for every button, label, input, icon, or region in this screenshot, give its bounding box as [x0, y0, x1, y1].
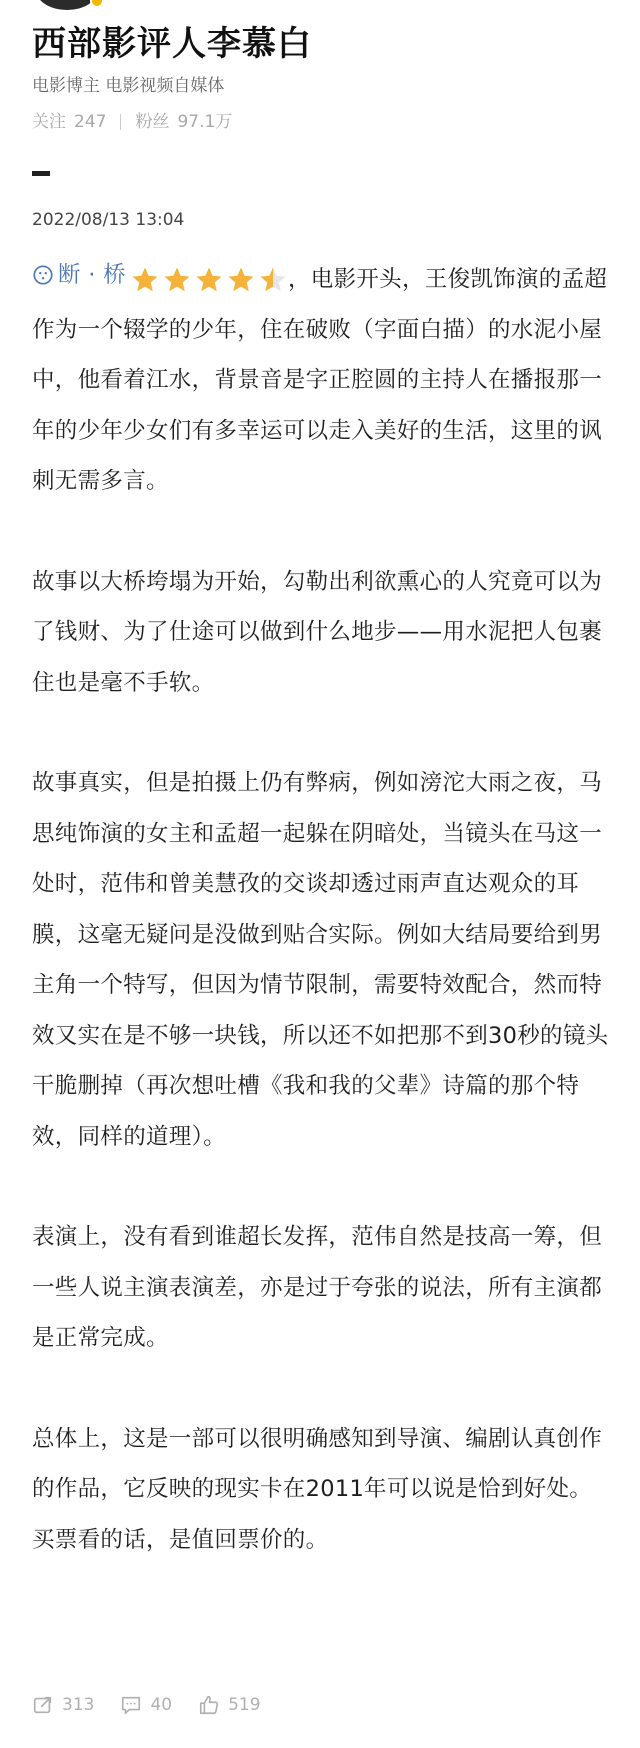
like-button[interactable] [198, 1694, 260, 1716]
followers-stat[interactable] [135, 110, 232, 134]
following-stat[interactable] [32, 110, 106, 134]
mention-link[interactable] [32, 250, 126, 301]
like-icon [198, 1694, 220, 1716]
avatar[interactable] [36, 0, 98, 10]
star-icon [162, 265, 192, 295]
post-paragraph: 故事以大桥垮塌为开始，勾勒出利欲熏心的人究竟可以为了钱财、为了仕途可以做到什么地步——用水泥把人包裹住也是毫不手软。 [32, 568, 603, 696]
comment-count: 40 [150, 1695, 173, 1715]
followers-count: 97.1万 [177, 112, 233, 132]
profile-stats [32, 110, 608, 134]
post-content [32, 250, 610, 1565]
post-timestamp: 2022/08/13 13:04 [32, 210, 185, 230]
star-icon [130, 265, 160, 295]
rating-stars [130, 265, 288, 295]
profile-tags: 电影博主 电影视频自媒体 [32, 76, 225, 96]
repost-icon [32, 1694, 54, 1716]
star-icon [226, 265, 256, 295]
star-icon [194, 265, 224, 295]
paragraph-text: ，电影开头，王俊凯饰演的孟超作为一个辍学的少年，住在破败（字面白描）的水泥小屋中，他看着江水，背景音是字正腔圆的主持人在播报那一年的少年少女们有多幸运可以走入美好的生活，这里的讽刺无需多言。 [32, 266, 608, 495]
comment-button[interactable] [120, 1694, 172, 1716]
section-divider [32, 171, 50, 176]
mention-text: 断 · 桥 [58, 262, 126, 288]
star-icon [258, 265, 288, 295]
following-count: 247 [74, 112, 107, 132]
like-count: 519 [228, 1695, 261, 1715]
comment-icon [120, 1694, 142, 1716]
stats-divider [120, 114, 121, 130]
following-label: 关注 [32, 112, 66, 132]
post-paragraph: 故事真实，但是拍摄上仍有弊病，例如滂沱大雨之夜，马思纯饰演的女主和孟超一起躲在阴暗处，当镜头在马这一处时，范伟和曾美慧孜的交谈却透过雨声直达观众的耳膜，这毫无疑问是没做到贴合实际。例如大结局要给到男主角一个特写，但因为情节限制，需要特效配合，然而特效又实在是不够一块钱，所以还不如把那不到30秒的镜头干脆删掉（再次想吐槽《我和我的父辈》诗篇的那个特效，同样的道理）。 [32, 770, 609, 1150]
user-face-icon [32, 264, 54, 286]
followers-label: 粉丝 [135, 112, 170, 132]
post-actions [32, 1694, 261, 1716]
profile-header [32, 20, 608, 134]
post-paragraph [32, 250, 610, 507]
post-paragraph: 表演上，没有看到谁超长发挥，范伟自然是技高一筹，但一些人说主演表演差，亦是过于夸张的说法，所有主演都是正常完成。 [32, 1224, 603, 1352]
repost-count: 313 [62, 1695, 95, 1715]
repost-button[interactable] [32, 1694, 94, 1716]
post-paragraph: 总体上，这是一部可以很明确感知到导演、编剧认真创作的作品，它反映的现实卡在2011年可以说是恰到好处。买票看的话，是值回票价的。 [32, 1425, 603, 1553]
profile-name[interactable]: 西部影评人李慕白 [32, 24, 312, 64]
verified-badge-icon [90, 0, 104, 8]
